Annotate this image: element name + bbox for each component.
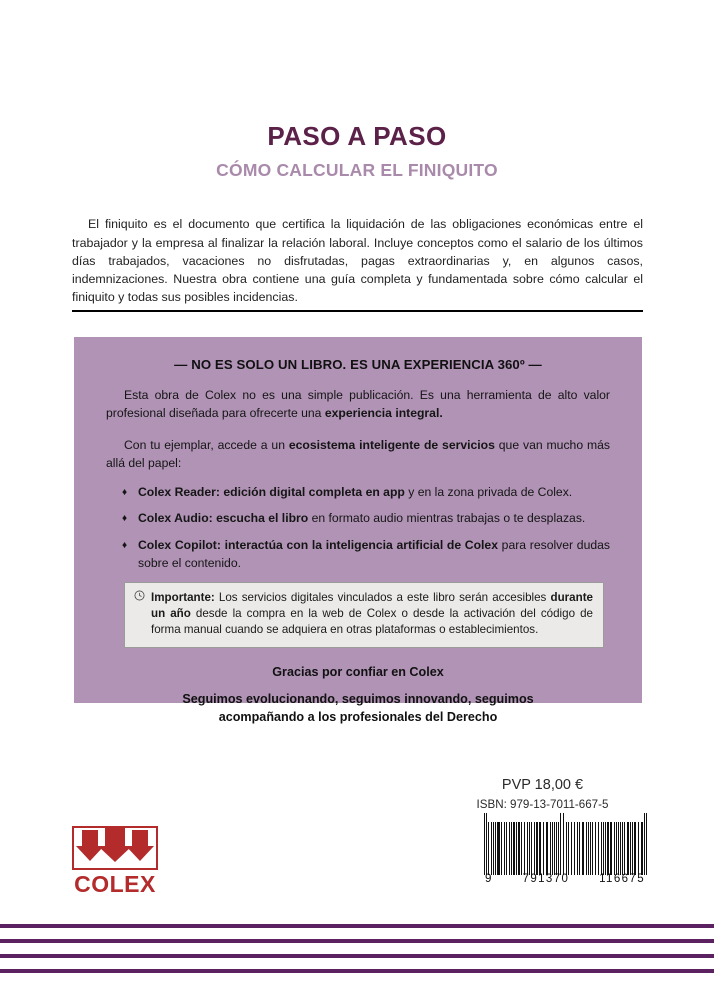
barcode-digits-mid: 791370 [522,873,570,885]
price-block [440,777,645,811]
bottom-stripe-3 [0,954,714,958]
thanks-line: Gracias por confiar en Colex [272,664,444,679]
colex-arrows-icon [72,826,158,870]
list-item-label: Colex Audio: [138,511,213,526]
title-block [72,122,642,180]
page-title: PASO A PASO [267,121,447,151]
important-text-strong: durante un año [151,590,593,620]
isbn-label: ISBN: 979-13-7011-667-5 [476,798,609,811]
panel-paragraph-1-strong: experiencia integral. [324,405,443,420]
intro-paragraph: El finiquito es el documento que certifica la liquidación de las obligaciones económicas entre el trabajador y la empresa al finalizar la relación laboral. Incluye conceptos como el salario de los últimos días trabajados, vacaciones no disfrutadas, pagas extraordinarias y, en algunos casos, indemnizaciones. Nuestra obra contiene una guía completa y fundamentada sobre cómo calcular el finiquito y todas sus posibles incidencias. [72,217,643,305]
bottom-stripe-2 [0,939,714,943]
barcode-bars [484,813,646,875]
list-item-bold-rest: edición digital completa en app [219,484,405,499]
bottom-stripe-4 [0,969,714,973]
list-item-rest: en formato audio mientras trabajas o te desplazas. [308,511,586,526]
experience-panel [74,337,642,724]
panel-heading: — NO ES SOLO UN LIBRO. ES UNA EXPERIENCIA 360º — [174,357,542,372]
clock-icon [134,590,145,639]
publisher-name: COLEX [74,871,156,897]
list-item-bold-rest: escucha el libro [212,511,309,526]
list-item [122,484,610,502]
list-item-rest: para resolver dudas sobre el contenido. [138,538,611,570]
panel-paragraph-1-text: Esta obra de Colex no es una simple publicación. Es una herramienta de alto valor profesional diseñada para ofrecerte una [106,388,610,420]
list-item-label: Colex Copilot: [138,538,221,553]
horizontal-divider [72,310,643,312]
list-item-label: Colex Reader: [138,484,220,499]
closing-line: Seguimos evolucionando, seguimos innovando, seguimos acompañando a los profesionales del Derecho [182,691,534,724]
barcode-digit-left: 9 [485,873,493,885]
diamond-bullet-icon: ♦ [122,486,128,498]
page-subtitle: CÓMO CALCULAR EL FINIQUITO [216,159,498,180]
barcode-digits-right: 116675 [599,873,645,885]
important-label: Importante: [151,590,215,604]
list-item-bold-rest: interactúa con la inteligencia artificial de Colex [220,538,498,553]
important-text-c: desde la compra en la web de Colex o desde la activación del código de forma manual cuando se adquiera en otras plataformas o establecimientos. [151,606,593,637]
diamond-bullet-icon: ♦ [122,513,128,525]
bottom-stripe-1 [0,924,714,928]
publisher-logo [72,826,164,898]
panel-paragraph-1 [106,387,610,422]
panel-paragraph-2-tail: que van mucho más allá del papel: [106,438,610,471]
services-list [100,484,616,573]
panel-paragraph-2-lead: Con tu ejemplar, accede a un [124,438,289,453]
panel-paragraph-2 [106,437,610,472]
price-label: PVP 18,00 € [501,777,584,793]
list-item [122,537,610,572]
panel-paragraph-2-strong: ecosistema inteligente de servicios [288,438,495,453]
list-item [122,510,610,528]
barcode [484,813,646,885]
list-item-rest: y en la zona privada de Colex. [404,484,573,499]
important-text-a: Los servicios digitales vinculados a este libro serán accesibles [214,590,551,604]
diamond-bullet-icon: ♦ [122,540,128,552]
important-callout [124,582,604,648]
important-callout-text [151,590,593,639]
